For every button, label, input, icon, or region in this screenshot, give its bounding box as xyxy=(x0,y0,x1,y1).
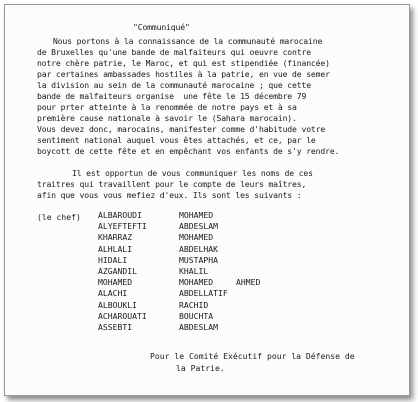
signature-line: Pour le Comité Exécutif pour la Défense de xyxy=(150,351,355,361)
last-name: ALBOUKLI xyxy=(98,299,137,310)
list-item xyxy=(98,311,378,322)
last-name: ACHAROUATI xyxy=(98,310,147,321)
list-item xyxy=(98,232,378,243)
last-name: ALACHI xyxy=(98,288,128,299)
last-name: ALBAROUDI xyxy=(98,210,142,220)
signature-line: la Patrie. xyxy=(176,362,225,373)
names-list xyxy=(98,210,378,333)
text-line: première cause nationale à savoir le (Sahara marocain). xyxy=(37,113,297,123)
list-item xyxy=(98,266,378,277)
text-line: afin que vous vous mefiez d'eux. Ils sont les suivants : xyxy=(37,190,302,200)
first-name: ABDESLAM xyxy=(179,321,218,332)
last-name: AZGANDIL xyxy=(98,265,137,276)
text-line: bande de malfaiteurs organise une fête le 15 décembre 79 xyxy=(37,91,307,101)
text-line: la division au sein de la communauté marocaine ; que cette xyxy=(37,80,311,90)
text-line: de Bruxelles qu'une bande de malfaiteurs qui oeuvre contre xyxy=(37,47,311,57)
text-line: traitres qui travaillent pour le compte de leurs maîtres, xyxy=(37,179,307,189)
list-item xyxy=(98,255,378,266)
extra-name: AHMED xyxy=(236,277,261,288)
text-line: pour prter atteinte à la renommée de notre pays et à sa xyxy=(37,102,297,112)
last-name: ALHLALI xyxy=(98,243,133,254)
first-name: BOUCHTA xyxy=(179,310,214,321)
text-line: Il est opportun de vous communiquer les noms de ces xyxy=(72,168,313,178)
first-name: MOHAMED xyxy=(179,210,214,220)
list-item xyxy=(98,221,378,232)
first-name: ABDELLATIF xyxy=(179,288,228,299)
first-name: ABDELHAK xyxy=(179,243,218,254)
list-item xyxy=(98,244,378,255)
first-name: MUSTAPHA xyxy=(179,254,218,265)
text-line: Vous devez donc, marocains, manifester comme d'habitude votre xyxy=(37,124,326,134)
first-name: MOHAMED xyxy=(179,232,214,243)
first-name: ABDESLAM xyxy=(179,221,218,232)
text-line: Nous portons à la connaissance de la communauté marocaine xyxy=(53,36,323,46)
first-name: KHALIL xyxy=(179,265,209,276)
chef-label: (le chef) xyxy=(37,212,81,222)
list-item xyxy=(98,210,378,221)
list-item xyxy=(98,300,378,311)
list-item xyxy=(98,322,378,333)
first-name: RACHID xyxy=(179,299,209,310)
first-name: MOHAMED xyxy=(179,277,214,288)
text-line: sentiment national auquel vous êtes attachés, et ce, par le xyxy=(37,135,316,145)
list-item xyxy=(98,288,378,299)
signature-block xyxy=(150,351,355,374)
last-name: MOHAMED xyxy=(98,277,133,288)
text-line: notre chère patrie, le Maroc, et qui est stipendiée (financée) xyxy=(37,58,330,68)
list-item xyxy=(98,277,378,288)
text-line: par certaines ambassades hostiles à la patrie, en vue de semer xyxy=(37,69,330,79)
last-name: ASSEBTI xyxy=(98,321,133,332)
document-page xyxy=(4,4,410,396)
text-line: boycott de cette fête et en empêchant vos enfants de s'y rendre. xyxy=(37,146,340,156)
last-name: KHARRAZ xyxy=(98,232,133,243)
last-name: HIDALI xyxy=(98,254,128,265)
last-name: ALYEFTEFTI xyxy=(98,221,147,232)
document-title: "Communiqué" xyxy=(133,22,190,32)
